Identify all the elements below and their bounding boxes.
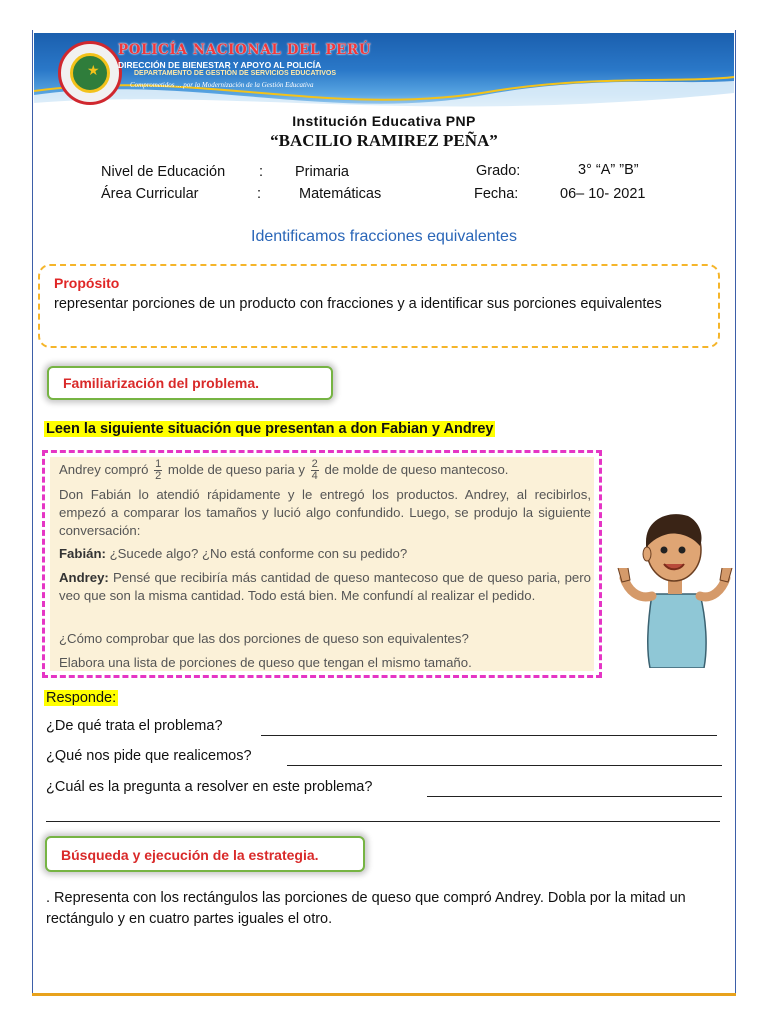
date-label: Fecha: <box>474 186 519 202</box>
fraction-1-denominator: 2 <box>155 470 162 482</box>
fabian-text: ¿Sucede algo? ¿No está conforme con su pedido? <box>109 546 408 561</box>
story-l1-c: de molde de queso mantecoso. <box>324 461 509 477</box>
fraction-one-half <box>154 459 162 482</box>
org-motto: Comprometidos ... por la Modernización de la Gestión Educativa <box>130 81 314 89</box>
fraction-2-numerator: 2 <box>311 458 318 470</box>
andrey-text: Pensé que recibiría más cantidad de queso mantecoso que de queso paria, pero veo que son la misma cantidad. Todo está bien. Me confundí al realizar el pedido. <box>59 570 591 603</box>
fraction-two-quarters <box>311 459 319 482</box>
lesson-title: Identificamos fracciones equivalentes <box>251 228 517 245</box>
area-label: Área Curricular <box>101 186 199 202</box>
andrey-name: Andrey: <box>59 570 109 585</box>
instruction-paragraph: . Representa con los rectángulos las porciones de queso que compró Andrey. Dobla por la mitad un rectángulo y en cuatro partes iguales el otro. <box>46 890 686 927</box>
purpose-label: Propósito <box>54 275 120 291</box>
answer-line-3[interactable] <box>427 796 722 797</box>
responde-label: Responde: <box>46 690 117 706</box>
school-name: “BACILIO RAMIREZ PEÑA” <box>270 131 498 150</box>
section-busqueda <box>45 836 365 872</box>
story-l1-a: Andrey compró <box>59 461 149 477</box>
question-3: ¿Cuál es la pregunta a resolver en este problema? <box>46 779 373 795</box>
situation-heading: Leen la siguiente situación que presentan a don Fabian y Andrey <box>46 421 494 437</box>
area-separator: : <box>257 186 262 202</box>
purpose-box <box>38 264 720 348</box>
boy-illustration <box>612 508 738 668</box>
pnp-crest-logo: ★ <box>58 41 122 105</box>
story-fabian-line <box>59 545 591 563</box>
story-andrey-line <box>59 569 591 605</box>
grade-label: Grado: <box>476 163 521 179</box>
level-separator: : <box>259 164 264 180</box>
answer-line-2[interactable] <box>287 765 722 766</box>
story-l1-b: molde de queso paria y <box>167 461 305 477</box>
fraction-1-numerator: 1 <box>155 458 162 470</box>
story-question-2: Elabora una lista de porciones de queso que tengan el mismo tamaño. <box>59 655 472 670</box>
org-subtitle-1: DIRECCIÓN DE BIENESTAR Y APOYO AL POLICÍA <box>118 60 322 70</box>
fraction-2-denominator: 4 <box>311 470 318 482</box>
level-label: Nivel de Educación <box>101 164 226 180</box>
purpose-text: representar porciones de un producto con fracciones y a identificar sus porciones equivalentes <box>54 296 662 312</box>
level-value: Primaria <box>295 164 349 180</box>
story-paragraph-2: Don Fabián lo atendió rápidamente y le entregó los productos. Andrey, al recibirlos, empezó a comparar los tamaños y lució algo confundido. Luego, se produjo la siguiente conversación: <box>59 487 591 538</box>
fabian-name: Fabián: <box>59 546 106 561</box>
area-value: Matemáticas <box>299 186 382 202</box>
org-title: POLICÍA NACIONAL DEL PERÚ <box>118 42 372 58</box>
story-question-1: ¿Cómo comprobar que las dos porciones de queso son equivalentes? <box>59 631 469 646</box>
section-familiarizacion <box>47 366 333 400</box>
section-familiarizacion-label: Familiarización del problema. <box>63 375 260 391</box>
institution-line: Institución Educativa PNP <box>292 113 476 129</box>
bottom-rule <box>32 993 736 996</box>
header-banner <box>34 33 734 115</box>
story-line-1 <box>59 459 591 482</box>
date-value: 06– 10- 2021 <box>560 186 646 202</box>
story-box <box>42 450 602 678</box>
grade-value: 3° “A” ”B” <box>578 162 639 178</box>
answer-line-1[interactable] <box>261 735 717 736</box>
question-2: ¿Qué nos pide que realicemos? <box>46 748 252 764</box>
section-busqueda-label: Búsqueda y ejecución de la estrategia. <box>61 847 319 863</box>
answer-line-4[interactable] <box>46 821 720 822</box>
question-1: ¿De qué trata el problema? <box>46 718 223 734</box>
org-subtitle-2: DEPARTAMENTO DE GESTIÓN DE SERVICIOS EDUCATIVOS <box>134 70 336 77</box>
